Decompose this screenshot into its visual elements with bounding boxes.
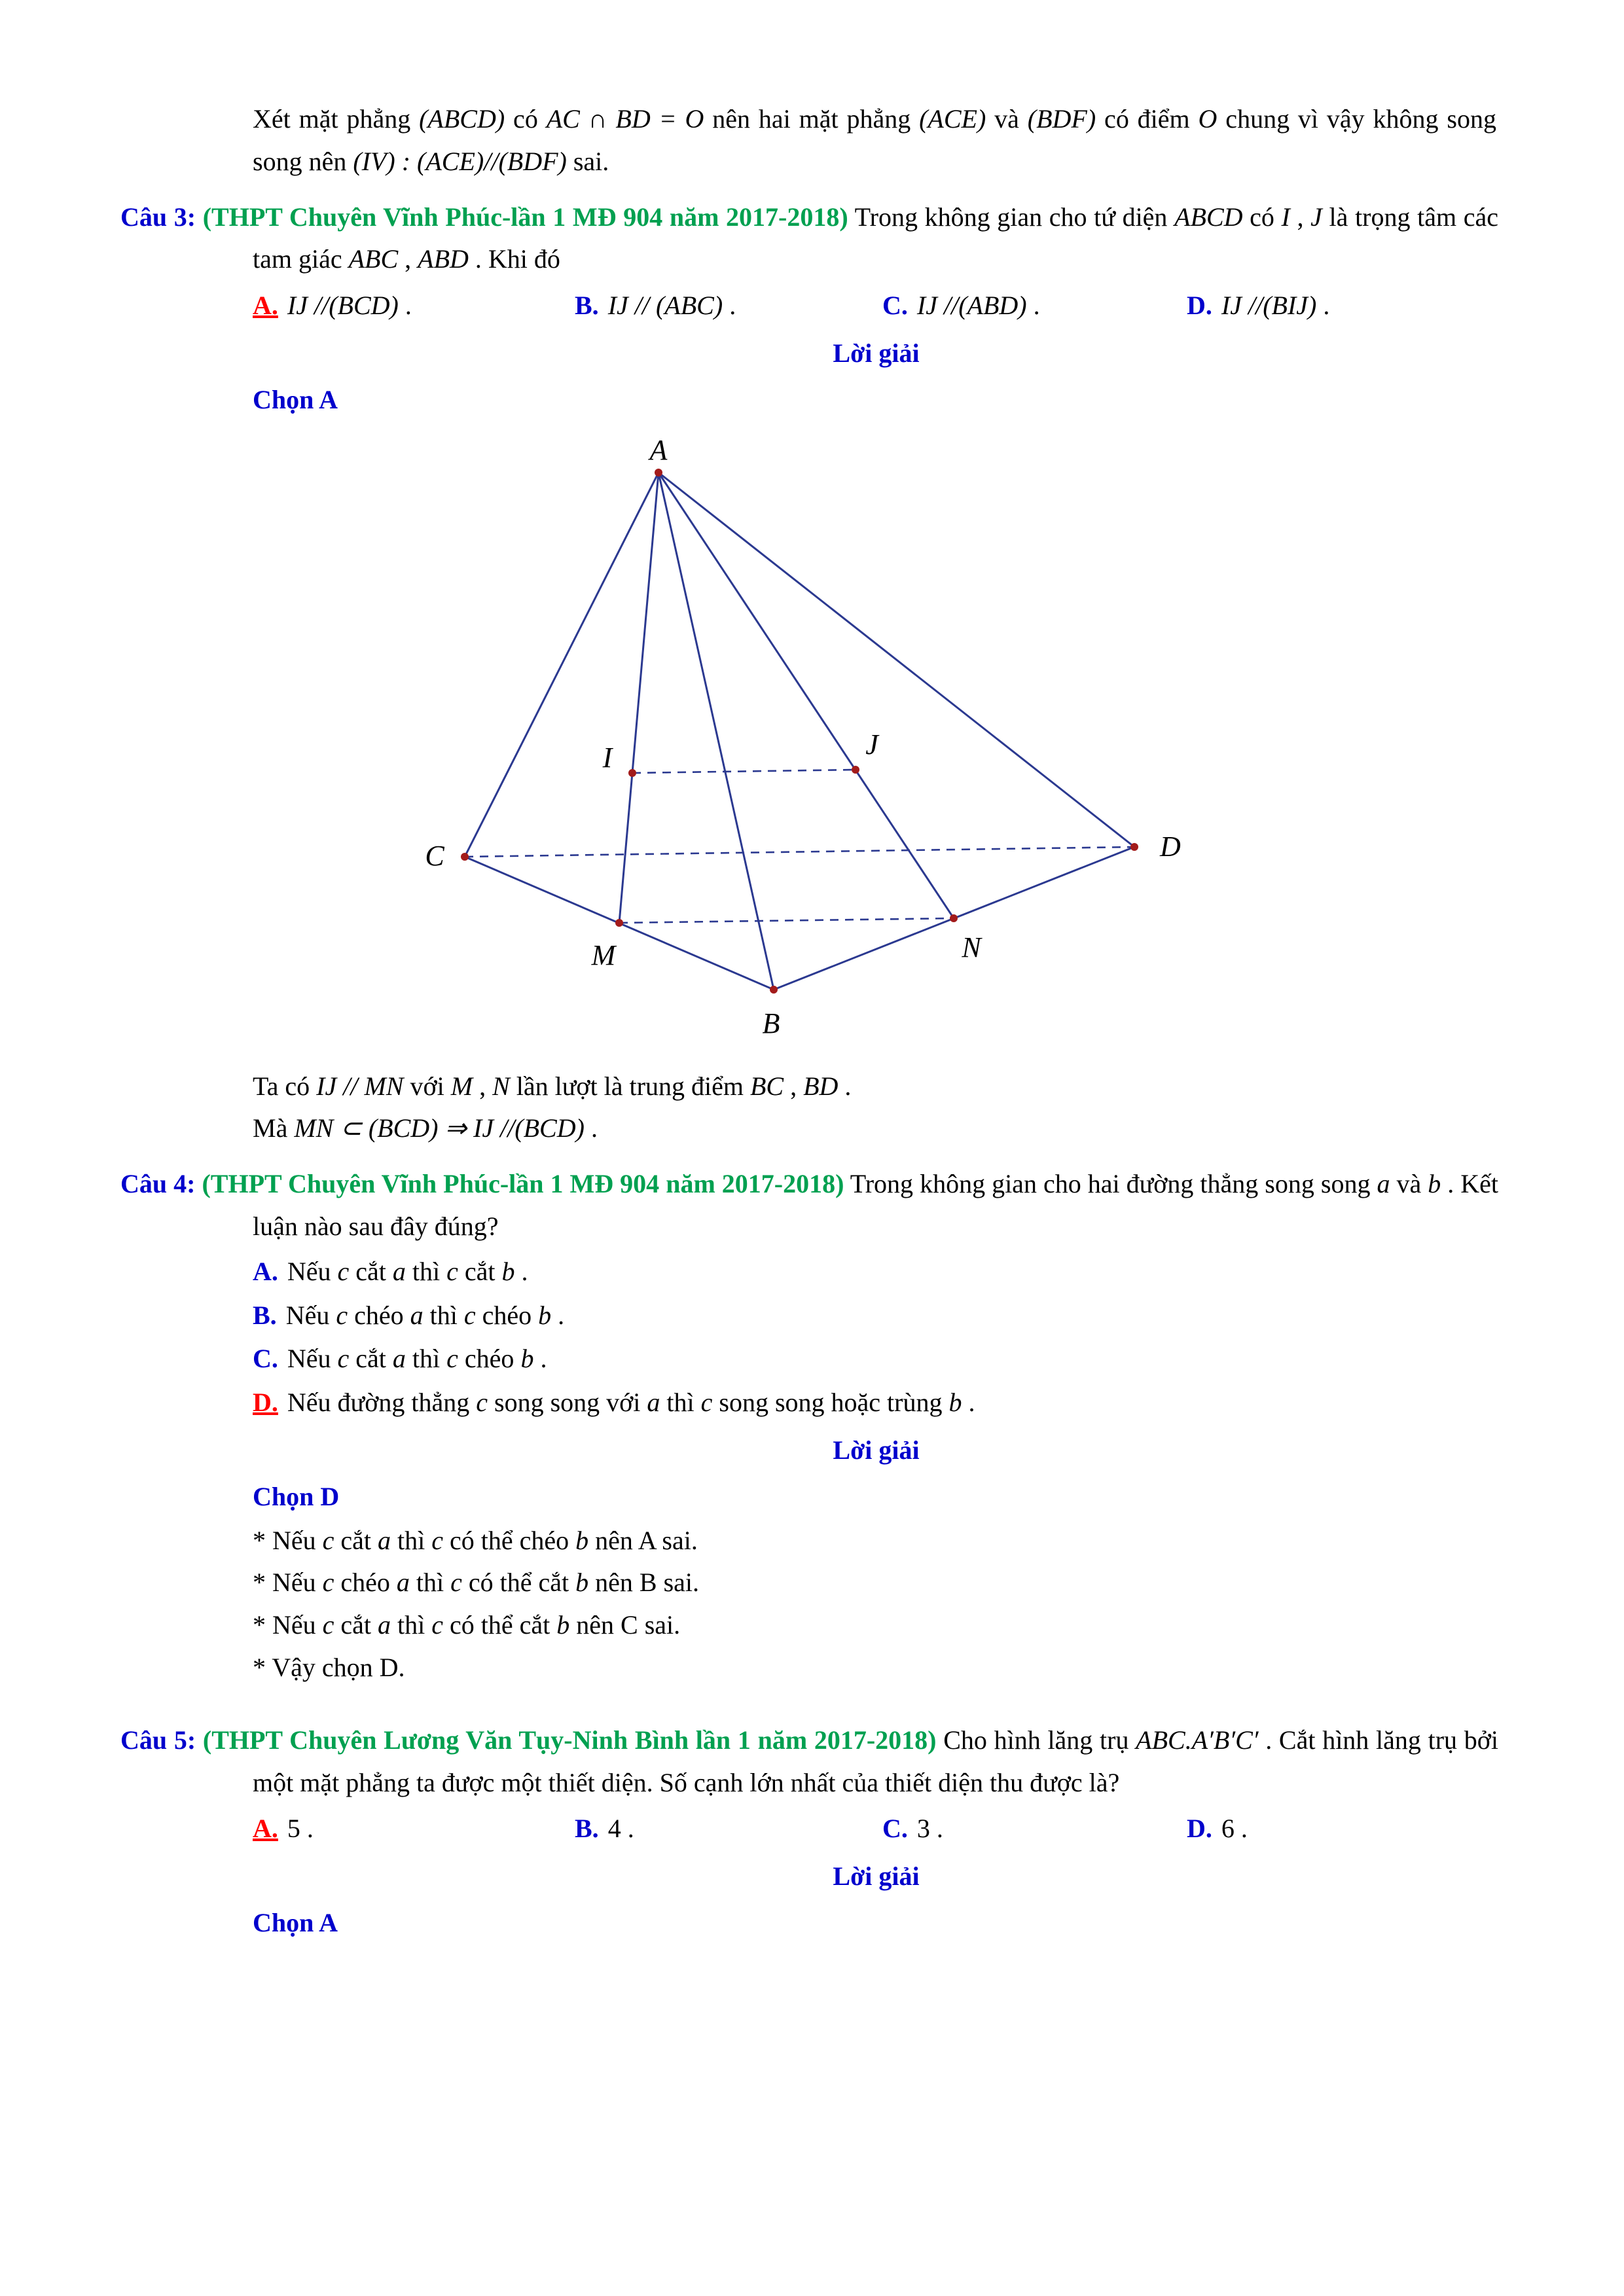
text-segment: chéo [458,1344,521,1374]
option-letter: D. [253,1388,278,1418]
text-segment: với [403,1071,451,1101]
text-segment: a [378,1610,391,1640]
option-letter: A. [253,1256,278,1286]
text-segment: Xét mặt phẳng [253,104,420,134]
cau4-option-d [253,1382,1496,1424]
text-segment: , [784,1071,804,1101]
tetrahedron-figure [0,432,1624,1060]
cau3-chon: Chọn A [253,384,338,414]
text-segment: cắt [334,1610,378,1640]
median-AN [659,473,954,918]
text-segment: nên B sai. [588,1568,700,1598]
text-segment: có thể cắt [461,1568,576,1598]
text-segment: b [538,1300,552,1330]
segment-IJ-dashed [632,770,856,773]
cau5-option-b [575,1808,882,1850]
text-segment: c [337,1256,350,1286]
cau5-options-row [253,1808,1496,1850]
cau3-solution-line-1 [253,1066,1496,1108]
text-segment: c [322,1568,334,1598]
text-segment: . [533,1344,547,1374]
text-segment: (ACE) [919,104,986,134]
text-segment: c [431,1610,444,1640]
text-segment: * Vậy chọn D. [253,1652,405,1682]
text-segment: chéo [334,1568,397,1598]
text-segment: thì [423,1300,464,1330]
point-dot-J [852,766,859,774]
text-segment: có [505,104,547,134]
cau5-option-a [253,1808,575,1850]
option-letter: B. [575,291,599,321]
text-segment: c [446,1344,458,1374]
intro-paragraph [253,98,1496,183]
text-segment: Câu 4: [120,1169,202,1199]
cau4-option-b [253,1295,1496,1337]
text-segment: . [1026,291,1040,321]
cau3-option-d [1187,285,1496,327]
text-segment: ABC.A′B′C′ [1136,1725,1259,1755]
cau4-option-a [253,1251,1496,1293]
text-segment: ABCD [1174,202,1243,232]
point-label-M: M [591,939,616,971]
segment-MN-dashed [619,918,954,923]
option-body [287,1344,547,1373]
text-segment: Nếu đường thẳng [287,1388,477,1418]
text-segment: c [700,1388,713,1418]
text-segment: ABD [418,244,469,274]
text-segment: lần lượt là trung điểm [509,1071,750,1101]
text-segment: chéo [475,1300,539,1330]
text-segment: cắt [349,1344,393,1374]
point-label-N: N [962,931,981,963]
text-segment: thì [660,1388,701,1418]
text-segment: (IV) : (ACE)//(BDF) [353,146,567,176]
text-segment: c [450,1568,462,1598]
cau4-bullet-4 [253,1647,1496,1689]
text-segment: b [575,1568,589,1598]
text-segment: a [392,1256,406,1286]
text-segment: J [1310,202,1322,232]
point-label-I: I [602,741,613,774]
text-segment: 3 . [916,1814,943,1844]
text-segment: 5 . [287,1814,314,1844]
vertex-dot-B [770,986,778,994]
text-segment: . [584,1113,598,1143]
option-letter: C. [882,1814,908,1844]
text-segment: a [647,1388,660,1418]
text-segment: nên C sai. [569,1610,681,1640]
text-segment: . Cắt hình lăng trụ bởi một mặt phẳng ta được một thiết diện. Số cạnh lớn nhất của thiết diện thu được là? [253,1725,1499,1797]
text-segment: song song với [488,1388,647,1418]
text-segment: Trong không gian cho tứ diện [848,202,1175,232]
text-segment: thì [391,1525,432,1555]
vertex-label-B: B [762,1007,780,1039]
text-segment: * Nếu [253,1568,323,1598]
text-segment: Mà [253,1113,295,1143]
option-body [608,1814,634,1843]
text-segment: . [1316,291,1330,321]
vertex-dot-C [461,853,469,861]
cau5-loigiai: Lời giải [833,1861,920,1892]
cau4-heading [120,1163,1499,1248]
text-segment: b [1428,1169,1441,1199]
text-segment: c [322,1610,334,1640]
text-segment: O [1198,104,1218,134]
text-segment: . [962,1388,975,1418]
text-segment: c [322,1525,334,1555]
option-body [917,1814,943,1843]
option-body [286,1300,564,1330]
text-segment: Cho hình lăng trụ [936,1725,1136,1755]
cau4-loigiai: Lời giải [833,1435,920,1465]
vertex-label-A: A [649,433,668,466]
text-segment: IJ //(BCD) [287,291,399,321]
text-segment: nên A sai. [588,1525,698,1555]
text-segment: IJ // MN [316,1071,404,1101]
text-segment: MN ⊂ (BCD) ⇒ IJ //(BCD) [294,1113,585,1143]
text-segment: * Nếu [253,1610,323,1640]
text-segment: b [948,1388,962,1418]
text-segment: (THPT Chuyên Lương Văn Tụy-Ninh Bình lần 1 năm 2017-2018) [202,1725,937,1755]
edge-CD-dashed [465,847,1134,857]
option-body [1221,1814,1248,1843]
text-segment: có thể cắt [443,1610,557,1640]
text-segment: và [1390,1169,1428,1199]
text-segment: 6 . [1221,1814,1248,1844]
vertex-label-D: D [1160,830,1181,863]
text-segment: chéo [348,1300,410,1330]
cau3-option-c [882,285,1187,327]
cau5-heading [120,1719,1499,1804]
text-segment: * Nếu [253,1525,323,1555]
text-segment: . Kết luận nào sau đây đúng? [253,1169,1499,1241]
vertex-label-C: C [425,839,444,872]
cau4-bullet-1 [253,1520,1496,1562]
text-segment: thì [405,1256,447,1286]
text-segment: c [336,1300,348,1330]
option-body [917,291,1040,320]
option-body [287,1388,975,1417]
option-letter: C. [253,1344,278,1374]
text-segment: Nếu [287,1256,338,1286]
text-segment: b [556,1610,570,1640]
cau3-heading [120,196,1499,281]
text-segment: 4 . [607,1814,634,1844]
text-segment: chung vì vậy không song song nên [253,104,1496,176]
text-segment: a [392,1344,406,1374]
text-segment: a [396,1568,410,1598]
text-segment: IJ //(ABD) [916,291,1027,321]
option-letter: B. [253,1300,277,1330]
option-letter: C. [882,291,908,321]
text-segment: (ABCD) [419,104,505,134]
text-segment: thì [405,1344,447,1374]
text-segment: c [337,1344,350,1374]
option-letter: D. [1187,291,1212,321]
text-segment: a [410,1300,424,1330]
option-body [1221,291,1329,320]
tetrahedron-svg [367,432,1250,1060]
text-segment: b [501,1256,515,1286]
text-segment: có điểm [1096,104,1199,134]
text-segment: thì [391,1610,432,1640]
text-segment: IJ // (ABC) [607,291,723,321]
cau4-bullet-2 [253,1562,1496,1604]
text-segment: ABC [348,244,399,274]
cau3-option-a [253,285,575,327]
text-segment: c [476,1388,488,1418]
text-segment: cắt [349,1256,393,1286]
text-segment: BC [749,1071,784,1101]
text-segment: Nếu [285,1300,336,1330]
cau3-options-row [253,285,1496,327]
text-segment: AC ∩ BD = O [546,104,704,134]
text-segment: (THPT Chuyên Vĩnh Phúc-lần 1 MĐ 904 năm 2017-2018) [202,202,848,232]
text-segment: I [1281,202,1290,232]
text-segment: . [551,1300,565,1330]
text-segment: , [1290,202,1311,232]
text-segment: c [431,1525,444,1555]
text-segment: N [492,1071,510,1101]
option-letter: A. [253,1814,278,1844]
option-body [287,1814,314,1843]
point-dot-N [950,914,958,922]
cau4-chon: Chọn D [253,1481,340,1511]
text-segment: (THPT Chuyên Vĩnh Phúc-lần 1 MĐ 904 năm 2017-2018) [202,1169,844,1199]
text-segment: . Khi đó [468,244,560,274]
cau3-option-b [575,285,882,327]
text-segment: (BDF) [1027,104,1096,134]
text-segment: Câu 5: [120,1725,203,1755]
point-dot-M [615,919,623,927]
text-segment: cắt [458,1256,502,1286]
text-segment: , [398,244,418,274]
point-dot-I [628,769,636,777]
vertex-dot-A [655,469,662,476]
text-segment: IJ //(BIJ) [1221,291,1317,321]
text-segment: . [398,291,412,321]
cau3-loigiai: Lời giải [833,338,920,368]
option-body [608,291,736,320]
cau4-bullet-3 [253,1604,1496,1647]
text-segment: c [463,1300,476,1330]
text-segment: b [575,1525,589,1555]
text-segment: a [1377,1169,1390,1199]
text-segment: M [450,1071,473,1101]
text-segment: và [986,104,1028,134]
text-segment: có thể chéo [443,1525,576,1555]
text-segment: b [520,1344,534,1374]
text-segment: cắt [334,1525,378,1555]
cau5-option-c [882,1808,1187,1850]
text-segment: c [446,1256,458,1286]
text-segment: . [838,1071,852,1101]
option-letter: D. [1187,1814,1212,1844]
text-segment: thì [409,1568,451,1598]
text-segment: song song hoặc trùng [712,1388,949,1418]
cau5-option-d [1187,1808,1496,1850]
text-segment: có [1242,202,1282,232]
text-segment: a [378,1525,391,1555]
text-segment: là trọng tâm các tam giác [253,202,1499,274]
cau3-solution-line-2 [253,1107,1496,1150]
option-letter: A. [253,291,278,321]
cau5-chon: Chọn A [253,1907,338,1937]
cau4-option-c [253,1338,1496,1380]
point-label-J: J [865,728,878,761]
text-segment: nên hai mặt phẳng [704,104,920,134]
text-segment: Câu 3: [120,202,203,232]
option-body [287,291,412,320]
text-segment: , [473,1071,493,1101]
vertex-dot-D [1130,843,1138,851]
text-segment: Ta có [253,1071,317,1101]
text-segment: sai. [566,146,609,176]
text-segment: Nếu [287,1344,338,1374]
text-segment: . [723,291,736,321]
text-segment: Trong không gian cho hai đường thẳng song song [844,1169,1377,1199]
text-segment: BD [803,1071,839,1101]
option-letter: B. [575,1814,599,1844]
text-segment: . [514,1256,528,1286]
option-body [287,1257,528,1286]
